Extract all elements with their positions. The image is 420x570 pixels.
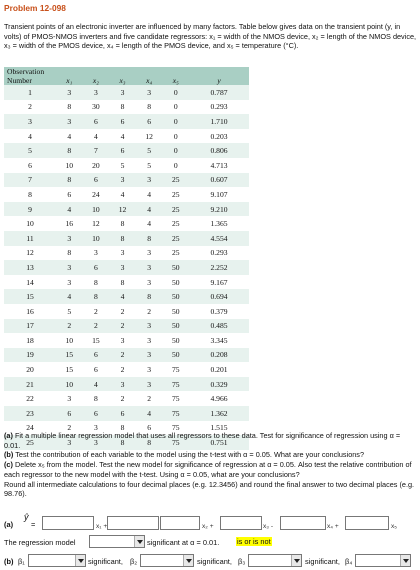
cell-x3: 8 (120, 219, 125, 229)
coef-b2-input[interactable] (160, 516, 200, 530)
cell-x1: 4 (56, 202, 83, 217)
cell-x5: 0 (162, 143, 189, 158)
cell-x1: 10 (56, 377, 83, 392)
cell-y: 1.515 (210, 423, 228, 433)
cell-x1: 8 (67, 102, 72, 112)
cell-x4: 3 (136, 348, 163, 363)
table-row (4, 289, 249, 304)
cell-x3: 3 (109, 377, 136, 392)
cell-x5: 50 (162, 289, 189, 304)
table-row (4, 231, 249, 246)
cell-x5: 25 (171, 189, 180, 199)
rounding-instructions: Round all intermediate calculations to four decimal places (e.g. 12.3456) and round the final answer to two decimal places (e.g. 98.76). (4, 479, 415, 499)
data-table-container (4, 67, 249, 450)
cell-observation: 9 (4, 202, 56, 217)
cell-x2: 2 (94, 306, 98, 316)
chevron-down-icon (291, 555, 301, 566)
table-row (4, 85, 249, 100)
cell-x5: 75 (171, 394, 180, 404)
coef-b0-input[interactable] (42, 516, 94, 530)
cell-x1: 8 (56, 143, 83, 158)
cell-observation: 6 (28, 160, 32, 170)
cell-x5: 75 (162, 435, 189, 450)
question-b-text: Test the contribution of each variable to the model using the t-test with α = 0.05. What are your conclusions? (15, 450, 365, 460)
question-b (4, 450, 418, 460)
cell-x2: 12 (92, 219, 100, 229)
question-b-label: (b) (4, 450, 14, 460)
cell-x4: 8 (136, 435, 163, 450)
beta4-select[interactable] (355, 554, 411, 567)
table-row (4, 275, 249, 290)
cell-observation: 1 (4, 85, 56, 100)
cell-y: 1.362 (189, 406, 249, 421)
cell-x4: 12 (145, 131, 153, 141)
significance-suffix: significant at α = 0.01. (147, 538, 220, 547)
beta4-label: β₄ (345, 557, 353, 566)
table-row (4, 406, 249, 421)
cell-x4: 8 (147, 102, 152, 112)
cell-x2: 4 (94, 131, 98, 141)
cell-x5: 50 (162, 319, 189, 334)
questions-block (4, 431, 418, 499)
cell-x5: 25 (171, 219, 180, 229)
term-x3: x₃ - (263, 523, 274, 530)
cell-x3: 4 (120, 189, 125, 199)
cell-x3: 6 (109, 143, 136, 158)
cell-x4: 4 (147, 219, 152, 229)
answer-a-label: (a) (4, 520, 14, 529)
cell-x3: 8 (120, 102, 125, 112)
table-row (4, 216, 249, 231)
question-c-text: Delete x₅ from the model. Test the new model for significance of regression at α = 0.05. Also test the relative contribution of each regressor to the new model with the t-test. Using α = 0.05, what are your conclusions? (4, 460, 412, 479)
chevron-down-icon (400, 555, 410, 566)
chevron-down-icon (134, 536, 144, 547)
cell-x5: 0 (173, 131, 178, 141)
beta3-select[interactable] (248, 554, 302, 567)
equals-sign: = (31, 520, 36, 529)
cell-observation: 5 (4, 143, 56, 158)
cell-x2: 3 (83, 85, 110, 100)
cell-x5: 0 (162, 114, 189, 129)
cell-observation: 4 (28, 131, 32, 141)
cell-x2: 6 (83, 114, 110, 129)
cell-x1: 3 (56, 260, 83, 275)
cell-x2: 6 (83, 173, 110, 188)
cell-x3: 12 (109, 202, 136, 217)
cell-y: 0.485 (189, 319, 249, 334)
cell-x2: 8 (94, 277, 98, 287)
cell-x1: 2 (56, 319, 83, 334)
col-header-x4: x₄ (136, 67, 163, 85)
cell-observation: 14 (26, 277, 34, 287)
cell-x1: 6 (56, 406, 83, 421)
significance-prefix: The regression model (4, 538, 76, 547)
answer-a-equation (4, 513, 418, 533)
cell-x4: 2 (147, 394, 152, 404)
coef-b5-input[interactable] (345, 516, 389, 530)
cell-x5: 25 (162, 173, 189, 188)
cell-x1: 3 (56, 435, 83, 450)
cell-x2: 6 (94, 365, 98, 375)
cell-x5: 75 (162, 377, 189, 392)
table-row (4, 143, 249, 158)
cell-y: 0.379 (210, 306, 228, 316)
cell-x3: 8 (120, 423, 125, 433)
cell-x3: 8 (109, 231, 136, 246)
cell-observation: 18 (26, 335, 34, 345)
beta2-label: β₂ (130, 557, 138, 566)
cell-x2: 6 (83, 348, 110, 363)
cell-x4: 2 (147, 306, 152, 316)
cell-observation: 23 (4, 406, 56, 421)
cell-x4: 5 (147, 160, 152, 170)
cell-x3: 3 (109, 260, 136, 275)
cell-x1: 5 (67, 306, 72, 316)
cell-x2: 10 (83, 202, 110, 217)
cell-y: 1.365 (210, 219, 228, 229)
problem-title: Problem 12-098 (4, 3, 66, 13)
cell-x5: 25 (171, 248, 180, 258)
significance-select[interactable] (89, 535, 145, 548)
col-header-observation: Observation Number (4, 67, 56, 85)
table-row (4, 319, 249, 334)
cell-x1: 3 (67, 277, 72, 287)
cell-x5: 50 (171, 335, 180, 345)
cell-x2: 8 (94, 394, 98, 404)
table-row (4, 202, 249, 217)
cell-y: 0.203 (210, 131, 228, 141)
cell-y: 0.293 (210, 102, 228, 112)
cell-x4: 4 (147, 189, 152, 199)
cell-x2: 15 (92, 335, 100, 345)
cell-y: 2.252 (189, 260, 249, 275)
table-row (4, 377, 249, 392)
cell-observation: 2 (28, 102, 32, 112)
table-row (4, 158, 249, 173)
table-header-row (4, 67, 249, 85)
cell-x4: 3 (147, 248, 152, 258)
cell-x2: 24 (92, 189, 100, 199)
cell-observation: 16 (26, 306, 34, 316)
cell-y: 4.554 (189, 231, 249, 246)
cell-x3: 3 (120, 248, 125, 258)
cell-x5: 50 (162, 348, 189, 363)
cell-y: 9.107 (210, 189, 228, 199)
cell-y: 0.694 (189, 289, 249, 304)
cell-y: 0.607 (189, 173, 249, 188)
cell-x3: 6 (109, 114, 136, 129)
question-c-label: (c) (4, 460, 13, 470)
cell-x3: 2 (120, 365, 125, 375)
coef-b4-input[interactable] (280, 516, 326, 530)
cell-observation: 17 (4, 319, 56, 334)
cell-y: 0.293 (210, 248, 228, 258)
cell-x3: 3 (109, 85, 136, 100)
table-row (4, 129, 249, 144)
table-row (4, 391, 249, 406)
cell-y: 9.210 (189, 202, 249, 217)
cell-x1: 10 (65, 335, 74, 345)
answer-b-label: (b) (4, 557, 14, 566)
beta1-label: β₁ (18, 557, 25, 566)
cell-x2: 6 (83, 260, 110, 275)
table-row (4, 348, 249, 363)
cell-x4: 5 (136, 143, 163, 158)
col-header-y: y (189, 67, 249, 85)
cell-observation: 21 (4, 377, 56, 392)
problem-intro: Transient points of an electronic inverter are influenced by many factors. Table below gives data on the transient point (y, in volts) of PMOS-NMOS inverters and five candidate regressors: x₁ = width of the NMOS device, x₂ = length of the NMOS device, x₃ = width of the PMOS device, x₄ = length of the PMOS device, and x₅ = temperature (°C). (4, 22, 417, 51)
cell-y: 0.329 (189, 377, 249, 392)
cell-x3: 4 (109, 289, 136, 304)
cell-x1: 3 (56, 231, 83, 246)
cell-x3: 6 (109, 406, 136, 421)
cell-x3: 3 (109, 173, 136, 188)
question-a-text: Fit a multiple linear regression model that uses all regressors to these data. Test for significance of regression using α = 0.01. (4, 431, 401, 450)
cell-y: 3.345 (210, 335, 228, 345)
cell-x4: 3 (136, 319, 163, 334)
question-c (4, 460, 418, 479)
cell-observation: 12 (26, 248, 34, 258)
question-a-label: (a) (4, 431, 13, 440)
cell-x4: 8 (136, 289, 163, 304)
beta1-select[interactable] (28, 554, 86, 567)
significance-hint: is or is not (237, 537, 271, 546)
table-row (4, 114, 249, 129)
cell-x1: 3 (56, 85, 83, 100)
cell-x2: 2 (83, 319, 110, 334)
cell-x1: 4 (56, 289, 83, 304)
cell-x4: 3 (136, 377, 163, 392)
coef-b1-input[interactable] (107, 516, 159, 530)
cell-x2: 20 (92, 160, 100, 170)
cell-y: 9.167 (210, 277, 228, 287)
cell-x4: 4 (136, 202, 163, 217)
beta1-suffix: significant, (88, 557, 123, 566)
yhat-symbol: ŷ (24, 512, 29, 522)
cell-x5: 0 (173, 102, 178, 112)
beta3-suffix: significant, (305, 557, 340, 566)
cell-y: 0.806 (189, 143, 249, 158)
table-row (4, 246, 249, 261)
cell-x3: 2 (120, 394, 125, 404)
cell-observation: 3 (4, 114, 56, 129)
col-header-x3: x₃ (109, 67, 136, 85)
cell-x2: 3 (94, 423, 98, 433)
cell-x5: 75 (162, 406, 189, 421)
cell-x2: 4 (83, 377, 110, 392)
cell-observation: 22 (26, 394, 34, 404)
cell-x1: 3 (67, 394, 72, 404)
cell-x5: 50 (171, 277, 180, 287)
cell-x4: 3 (147, 277, 152, 287)
cell-x4: 8 (136, 231, 163, 246)
cell-observation: 11 (4, 231, 56, 246)
cell-observation: 7 (4, 173, 56, 188)
col-header-x5: x₅ (162, 67, 189, 85)
table-row (4, 187, 249, 202)
cell-x1: 3 (56, 114, 83, 129)
table-row (4, 260, 249, 275)
cell-x4: 3 (147, 335, 152, 345)
cell-x1: 15 (65, 365, 74, 375)
table-row (4, 100, 249, 115)
beta3-label: β₃ (238, 557, 246, 566)
cell-x3: 3 (120, 335, 125, 345)
cell-x1: 8 (56, 173, 83, 188)
cell-observation: 15 (4, 289, 56, 304)
cell-x2: 30 (92, 102, 100, 112)
cell-x1: 16 (65, 219, 74, 229)
cell-x4: 6 (136, 114, 163, 129)
beta2-select[interactable] (140, 554, 194, 567)
cell-x2: 10 (83, 231, 110, 246)
cell-x5: 0 (162, 85, 189, 100)
chevron-down-icon (75, 555, 85, 566)
cell-x5: 25 (162, 231, 189, 246)
cell-x5: 50 (171, 306, 180, 316)
cell-x1: 2 (67, 423, 72, 433)
cell-observation: 24 (26, 423, 34, 433)
cell-x3: 4 (120, 131, 125, 141)
term-x4: x₄ + (327, 523, 339, 530)
cell-observation: 19 (4, 348, 56, 363)
cell-observation: 10 (26, 219, 34, 229)
coef-b3-input[interactable] (220, 516, 262, 530)
cell-x2: 8 (83, 289, 110, 304)
cell-x2: 3 (83, 435, 110, 450)
cell-x3: 2 (120, 306, 125, 316)
cell-x2: 7 (83, 143, 110, 158)
cell-x4: 3 (136, 173, 163, 188)
term-x5: x₅ (391, 523, 397, 530)
answer-b-row (4, 554, 418, 570)
cell-y: 0.787 (189, 85, 249, 100)
cell-x3: 5 (120, 160, 125, 170)
table-row (4, 173, 249, 188)
cell-x5: 25 (162, 202, 189, 217)
cell-y: 4.713 (210, 160, 228, 170)
cell-x4: 3 (136, 85, 163, 100)
table-row (4, 362, 249, 377)
cell-x1: 10 (65, 160, 74, 170)
data-table (4, 67, 249, 450)
cell-x5: 75 (171, 365, 180, 375)
cell-x4: 3 (136, 260, 163, 275)
cell-x1: 4 (67, 131, 72, 141)
cell-x5: 75 (171, 423, 180, 433)
beta2-suffix: significant, (197, 557, 232, 566)
question-a (4, 431, 418, 450)
cell-observation: 8 (28, 189, 32, 199)
cell-x4: 4 (136, 406, 163, 421)
cell-observation: 25 (4, 435, 56, 450)
cell-x1: 6 (67, 189, 72, 199)
col-header-x1: x₁ (56, 67, 83, 85)
table-row (4, 333, 249, 348)
term-x1: x₁ + (96, 523, 108, 530)
cell-x1: 8 (67, 248, 72, 258)
significance-row (4, 535, 418, 551)
cell-x3: 2 (109, 319, 136, 334)
cell-x5: 0 (173, 160, 178, 170)
cell-y: 1.710 (189, 114, 249, 129)
cell-x3: 8 (109, 435, 136, 450)
cell-x4: 6 (147, 423, 152, 433)
cell-x2: 6 (83, 406, 110, 421)
cell-x3: 8 (120, 277, 125, 287)
cell-x2: 3 (94, 248, 98, 258)
term-x2: x₂ + (202, 523, 214, 530)
cell-y: 0.201 (210, 365, 228, 375)
chevron-down-icon (183, 555, 193, 566)
cell-y: 4.966 (210, 394, 228, 404)
table-row (4, 304, 249, 319)
col-header-x2: x₂ (83, 67, 110, 85)
cell-x4: 3 (147, 365, 152, 375)
cell-y: 0.751 (189, 435, 249, 450)
cell-x1: 15 (56, 348, 83, 363)
cell-x5: 50 (162, 260, 189, 275)
cell-observation: 20 (26, 365, 34, 375)
cell-y: 0.208 (189, 348, 249, 363)
cell-x3: 2 (109, 348, 136, 363)
cell-observation: 13 (4, 260, 56, 275)
